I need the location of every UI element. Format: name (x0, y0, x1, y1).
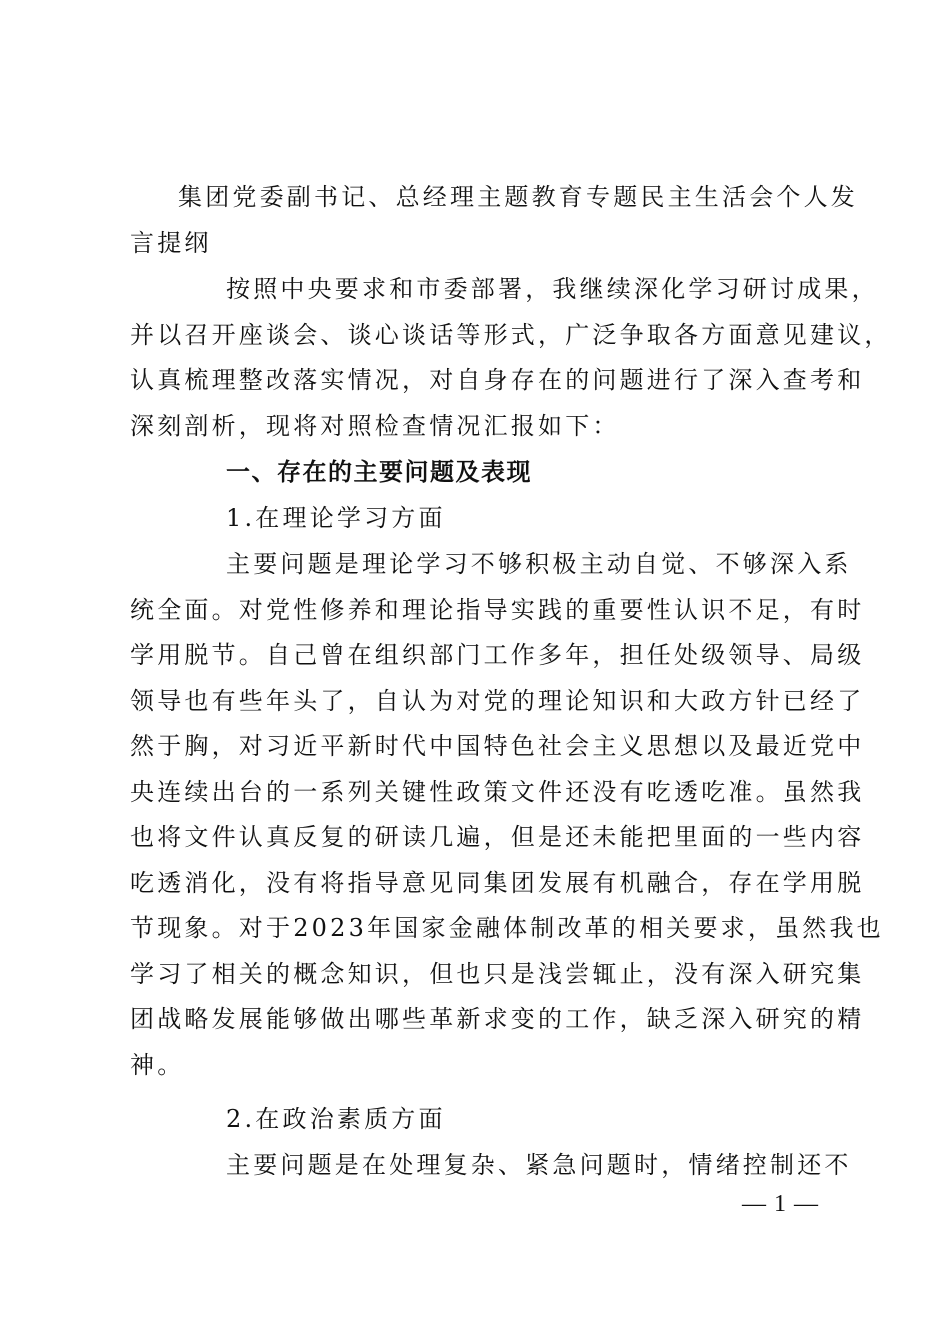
subsection-heading-political: 2.在政治素质方面 (226, 1105, 446, 1133)
page-number: — 1 — (742, 1191, 819, 1217)
paragraph-line: 主要问题是理论学习不够积极主动自觉、不够深入系 (226, 550, 852, 578)
paragraph-theory (130, 542, 884, 1088)
paragraph-line: 然于胸，对习近平新时代中国特色社会主义思想以及最近党中 (130, 732, 865, 760)
paragraph-line: 学用脱节。自己曾在组织部门工作多年，担任处级领导、局级 (130, 641, 865, 669)
paragraph-line: 学习了相关的概念知识，但也只是浅尝辄止，没有深入研究集 (130, 959, 865, 988)
document-title (130, 175, 858, 266)
paragraph-line: 也将文件认真反复的研读几遍，但是还未能把里面的一些内容 (130, 823, 865, 851)
paragraph-line: 吃透消化，没有将指导意见同集团发展有机融合，存在学用脱 (130, 868, 865, 897)
intro-line: 认真梳理整改落实情况，对自身存在的问题进行了深入查考和 (130, 366, 865, 394)
paragraph-line: 央连续出台的一系列关键性政策文件还没有吃透吃准。虽然我 (130, 777, 865, 806)
paragraph-line: 统全面。对党性修养和理论指导实践的重要性认识不足，有时 (130, 595, 865, 624)
title-line: 言提纲 (130, 228, 212, 257)
intro-line: 并以召开座谈会、谈心谈话等形式，广泛争取各方面意见建议， (130, 320, 892, 349)
intro-line: 按照中央要求和市委部署，我继续深化学习研讨成果， (226, 275, 879, 303)
paragraph-line: 神。 (130, 1050, 185, 1079)
paragraph-political (130, 1143, 852, 1189)
section-heading: 一、存在的主要问题及表现 (226, 458, 532, 486)
paragraph-line: 主要问题是在处理复杂、紧急问题时，情绪控制还不 (226, 1151, 852, 1179)
intro-paragraph (130, 267, 892, 449)
paragraph-line: 团战略发展能够做出哪些革新求变的工作，缺乏深入研究的精 (130, 1005, 865, 1033)
paragraph-line: 领导也有些年头了，自认为对党的理论知识和大政方针已经了 (130, 686, 865, 715)
title-line: 集团党委副书记、总经理主题教育专题民主生活会个人发 (178, 183, 858, 211)
intro-line: 深刻剖析，现将对照检查情况汇报如下： (130, 411, 620, 440)
paragraph-line: 节现象。对于2023年国家金融体制改革的相关要求，虽然我也 (130, 914, 884, 942)
subsection-heading-theory: 1.在理论学习方面 (226, 504, 446, 532)
